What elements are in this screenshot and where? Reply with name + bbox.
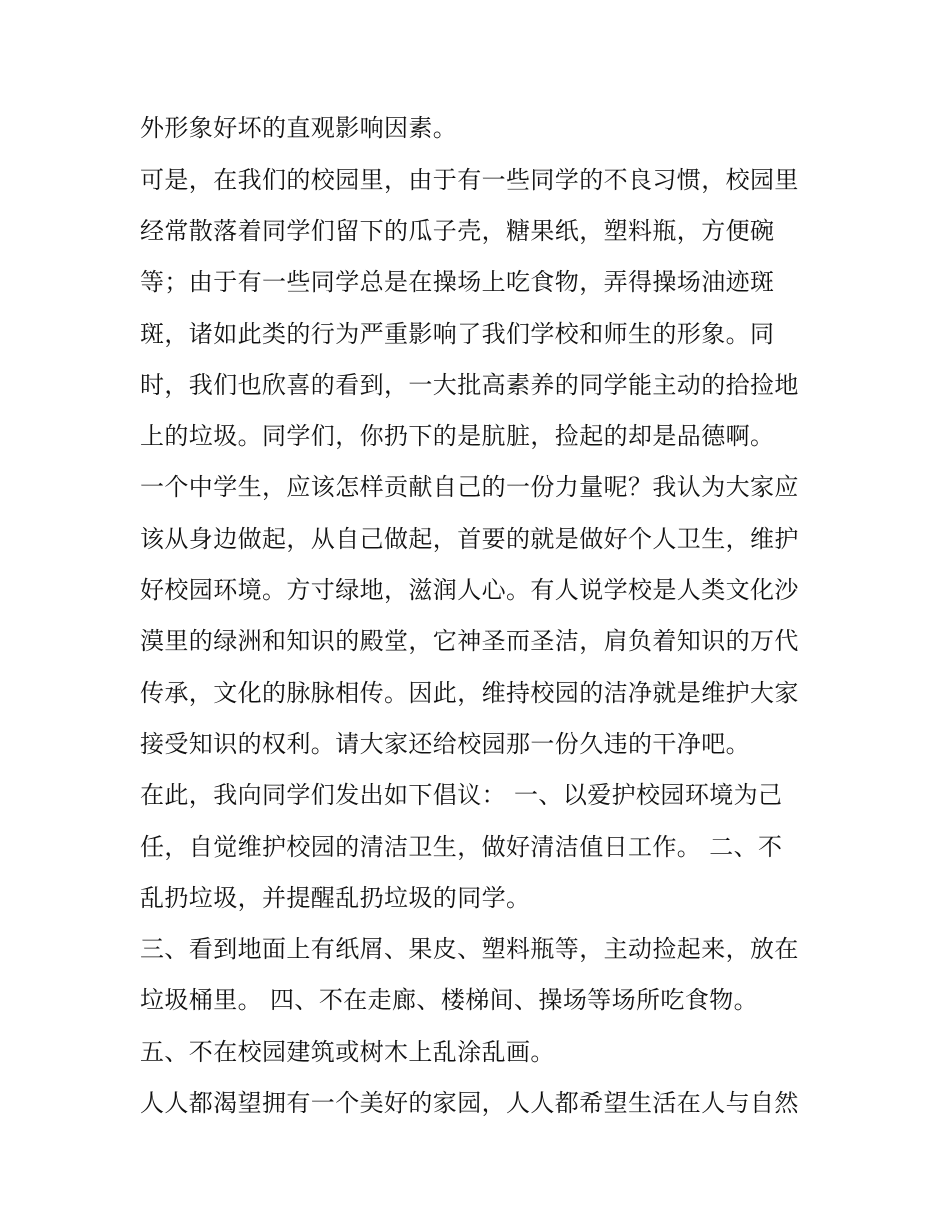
text-line: 时，我们也欣喜的看到，一大批高素养的同学能主动的拾捡地: [140, 371, 799, 399]
text-line: 五、不在校园建筑或树木上乱涂乱画。: [140, 1038, 555, 1066]
text-line: 可是，在我们的校园里，由于有一些同学的不良习惯，校园里: [140, 166, 799, 194]
text-line: 好校园环境。方寸绿地，滋润人心。有人说学校是人类文化沙: [140, 576, 799, 604]
text-line: 传承，文化的脉脉相传。因此，维持校园的洁净就是维护大家: [140, 679, 799, 707]
text-line: 任，自觉维护校园的清洁卫生，做好清洁值日工作。 二、不: [140, 833, 783, 861]
text-line: 漠里的绿洲和知识的殿堂，它神圣而圣洁，肩负着知识的万代: [140, 627, 799, 655]
text-line: 一个中学生，应该怎样贡献自己的一份力量呢？我认为大家应: [140, 473, 799, 501]
text-line: 乱扔垃圾，并提醒乱扔垃圾的同学。: [140, 884, 531, 912]
text-line: 三、看到地面上有纸屑、果皮、塑料瓶等，主动捡起来，放在: [140, 935, 799, 963]
text-line: 斑，诸如此类的行为严重影响了我们学校和师生的形象。同: [140, 320, 775, 348]
text-line: 等；由于有一些同学总是在操场上吃食物，弄得操场油迹斑: [140, 268, 775, 296]
text-line: 接受知识的权利。请大家还给校园那一份久违的干净吧。: [140, 730, 750, 758]
text-line: 人人都渴望拥有一个美好的家园，人人都希望生活在人与自然: [140, 1089, 799, 1117]
text-line: 经常散落着同学们留下的瓜子壳，糖果纸，塑料瓶，方便碗: [140, 217, 775, 245]
text-line: 该从身边做起，从自己做起，首要的就是做好个人卫生，维护: [140, 525, 799, 553]
text-line: 上的垃圾。同学们，你扔下的是肮脏，捡起的却是品德啊。: [140, 422, 775, 450]
text-line: 外形象好坏的直观影响因素。: [140, 114, 458, 142]
text-line: 在此，我向同学们发出如下倡议： 一、以爱护校园环境为己: [140, 781, 783, 809]
text-line: 垃圾桶里。 四、不在走廊、楼梯间、操场等场所吃食物。: [140, 986, 759, 1014]
